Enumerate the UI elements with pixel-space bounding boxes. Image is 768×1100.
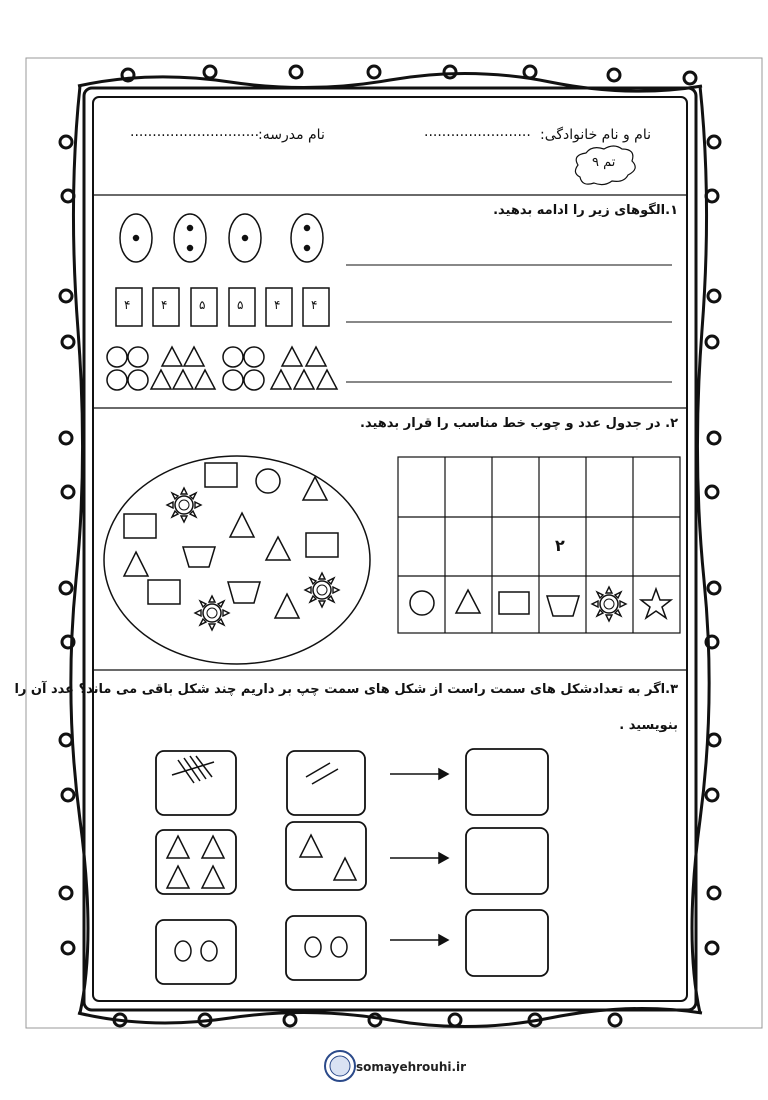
- number-card-label: ۵: [237, 298, 244, 312]
- sun-shape: [592, 587, 626, 621]
- tally-marks: [172, 756, 338, 784]
- table-cell-value: ۲: [555, 536, 565, 555]
- pattern-row-ovals: [120, 214, 323, 262]
- circle-pairs: [175, 937, 347, 961]
- school-field[interactable]: .............................: [130, 124, 260, 140]
- section-dividers: [93, 195, 687, 670]
- number-card-label: ۴: [124, 298, 131, 312]
- school-label: نام مدرسه:: [258, 127, 325, 143]
- subtraction-boxes: [156, 749, 548, 984]
- sun-shape: [195, 596, 229, 630]
- question-3-prompt-line-1: ۳.اگر به تعدادشکل های سمت راست از شکل های سمت چپ بر داریم چند شکل باقی می ماند؟ عدد آن را: [14, 682, 678, 697]
- sun-shape: [305, 573, 339, 607]
- number-card-label: ۴: [311, 298, 318, 312]
- question-3-prompt-line-2: بنویسید .: [619, 718, 678, 733]
- shapes-oval: [104, 456, 370, 664]
- question-2-prompt: ۲. در جدول عدد و چوب خط مناسب را قرار بدهید.: [360, 416, 678, 431]
- number-card-label: ۴: [161, 298, 168, 312]
- name-field[interactable]: ........................: [424, 124, 531, 140]
- site-logo: [325, 1051, 355, 1081]
- name-label: نام و نام خانوادگی:: [540, 127, 651, 143]
- pattern-row-shapes: [107, 347, 337, 390]
- table-shape-row: [410, 589, 671, 618]
- theme-badge: تم ۹: [592, 155, 616, 170]
- triangle-sets: [167, 835, 356, 888]
- pattern-row-cards: [116, 288, 329, 326]
- count-table: [398, 457, 680, 633]
- number-card-label: ۴: [274, 298, 281, 312]
- question-1-prompt: ۱.الگوهای زیر را ادامه بدهید.: [493, 203, 678, 218]
- sun-shape: [167, 488, 201, 522]
- arrow-icons: [390, 769, 448, 945]
- site-url[interactable]: somayehrouhi.ir: [356, 1060, 467, 1074]
- number-card-label: ۵: [199, 298, 206, 312]
